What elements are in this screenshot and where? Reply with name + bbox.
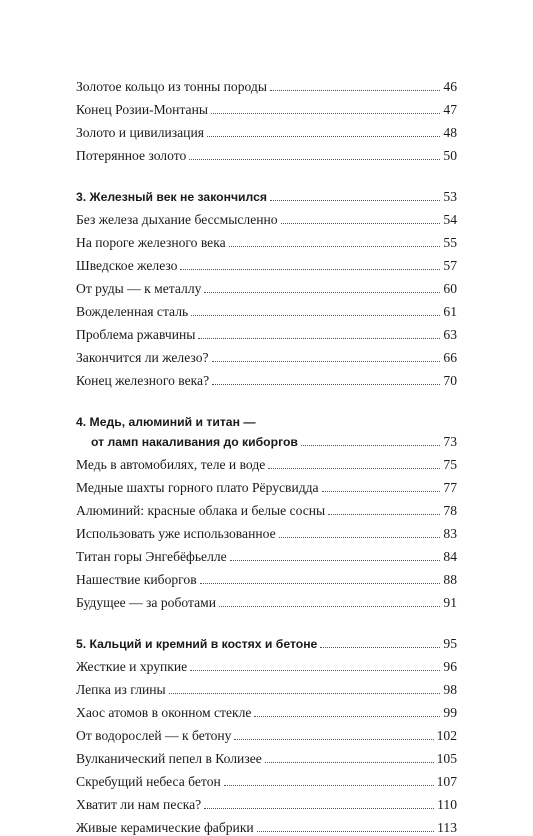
toc-entry-title: Конец Розии-Монтаны bbox=[76, 102, 209, 117]
dot-leader bbox=[219, 606, 440, 607]
toc-entry[interactable] bbox=[76, 790, 457, 813]
dot-leader bbox=[257, 831, 434, 832]
toc-entry[interactable] bbox=[76, 343, 457, 366]
toc-entry-page: 91 bbox=[443, 595, 457, 610]
toc-entry-page: 77 bbox=[443, 480, 457, 495]
toc-entry-title: Будущее — за роботами bbox=[76, 595, 216, 610]
toc-entry-page: 78 bbox=[443, 503, 457, 518]
dot-leader bbox=[328, 514, 440, 515]
toc-entry-title: От водорослей — к бетону bbox=[76, 728, 232, 743]
dot-leader bbox=[211, 113, 440, 114]
dot-leader bbox=[207, 136, 440, 137]
dot-leader bbox=[265, 762, 434, 763]
toc-entry[interactable] bbox=[76, 118, 457, 141]
chapter-page: 95 bbox=[443, 636, 457, 651]
toc-entry-page: 48 bbox=[443, 125, 457, 140]
toc-entry-page: 60 bbox=[443, 281, 457, 296]
dot-leader bbox=[279, 537, 441, 538]
toc-entry[interactable] bbox=[76, 297, 457, 320]
chapter-page: 73 bbox=[443, 434, 457, 449]
toc-entry-page: 107 bbox=[436, 774, 457, 789]
chapter-title: от ламп накаливания до киборгов bbox=[91, 435, 298, 449]
toc-entry-page: 88 bbox=[443, 572, 457, 587]
toc-entry-title: Нашествие киборгов bbox=[76, 572, 197, 587]
section-gap bbox=[76, 389, 457, 408]
toc-entry-page: 113 bbox=[437, 820, 457, 835]
dot-leader bbox=[234, 739, 433, 740]
toc-entry[interactable] bbox=[76, 473, 457, 496]
dot-leader bbox=[212, 384, 440, 385]
dot-leader bbox=[191, 315, 440, 316]
toc-entry-page: 54 bbox=[443, 212, 457, 227]
dot-leader bbox=[224, 785, 434, 786]
toc-entry-page: 110 bbox=[437, 797, 457, 812]
dot-leader bbox=[320, 647, 440, 648]
dot-leader bbox=[189, 159, 440, 160]
toc-entry[interactable] bbox=[76, 698, 457, 721]
toc-entry-title: Вожделенная сталь bbox=[76, 304, 189, 319]
toc-entry-page: 98 bbox=[443, 682, 457, 697]
dot-leader bbox=[230, 560, 441, 561]
toc-entry-title: Медь в автомобилях, теле и воде bbox=[76, 457, 266, 472]
toc-entry[interactable] bbox=[76, 588, 457, 611]
toc-entry-title: Жесткие и хрупкие bbox=[76, 659, 188, 674]
toc-entry-title: Проблема ржавчины bbox=[76, 327, 196, 342]
chapter-title: 3. Железный век не закончился bbox=[76, 190, 267, 204]
dot-leader bbox=[198, 338, 440, 339]
toc-entry[interactable] bbox=[76, 141, 457, 164]
toc-entry[interactable] bbox=[76, 542, 457, 565]
toc-entry-page: 63 bbox=[443, 327, 457, 342]
toc-entry[interactable] bbox=[76, 652, 457, 675]
toc-chapter-3[interactable] bbox=[76, 183, 457, 205]
toc-entry-page: 50 bbox=[443, 148, 457, 163]
toc-entry[interactable] bbox=[76, 450, 457, 473]
toc-entry[interactable] bbox=[76, 565, 457, 588]
toc-entry-page: 55 bbox=[443, 235, 457, 250]
toc-entry-title: Без железа дыхание бессмысленно bbox=[76, 212, 278, 227]
dot-leader bbox=[212, 361, 441, 362]
toc-entry-title: Титан горы Энгебёфьелле bbox=[76, 549, 227, 564]
dot-leader bbox=[204, 808, 434, 809]
dot-leader bbox=[169, 693, 441, 694]
toc-entry-page: 84 bbox=[443, 549, 457, 564]
toc-entry-title: Золотое кольцо из тонны породы bbox=[76, 79, 267, 94]
toc-entry[interactable] bbox=[76, 72, 457, 95]
dot-leader bbox=[301, 445, 440, 446]
toc-entry-page: 96 bbox=[443, 659, 457, 674]
dot-leader bbox=[180, 269, 440, 270]
toc-entry-title: Медные шахты горного плато Рёрусвидда bbox=[76, 480, 319, 495]
toc-entry[interactable] bbox=[76, 721, 457, 744]
toc-entry[interactable] bbox=[76, 675, 457, 698]
toc-entry[interactable] bbox=[76, 767, 457, 790]
toc-entry-page: 66 bbox=[443, 350, 457, 365]
dot-leader bbox=[254, 716, 440, 717]
dot-leader bbox=[281, 223, 441, 224]
toc-entry-title: Хаос атомов в оконном стекле bbox=[76, 705, 252, 720]
toc-entry-title: Вулканический пепел в Колизее bbox=[76, 751, 262, 766]
toc-entry-page: 46 bbox=[443, 79, 457, 94]
toc-entry-title: Закончится ли железо? bbox=[76, 350, 209, 365]
dot-leader bbox=[268, 468, 440, 469]
chapter-title: 5. Кальций и кремний в костях и бетоне bbox=[76, 637, 318, 651]
toc-entry[interactable] bbox=[76, 519, 457, 542]
toc-entry-title: Алюминий: красные облака и белые сосны bbox=[76, 503, 326, 518]
toc-entry-title: Хватит ли нам песка? bbox=[76, 797, 202, 812]
toc-entry-page: 57 bbox=[443, 258, 457, 273]
chapter-title-line-1 bbox=[76, 408, 457, 430]
dot-leader bbox=[270, 90, 440, 91]
toc-entry[interactable] bbox=[76, 95, 457, 118]
dot-leader bbox=[270, 200, 440, 201]
toc-entry-page: 105 bbox=[436, 751, 457, 766]
toc-entry[interactable] bbox=[76, 228, 457, 251]
section-gap bbox=[76, 611, 457, 630]
toc-entry[interactable] bbox=[76, 251, 457, 274]
table-of-contents bbox=[76, 72, 457, 836]
toc-entry-title: Скребущий небеса бетон bbox=[76, 774, 221, 789]
chapter-title: 4. Медь, алюминий и титан — bbox=[76, 415, 256, 429]
chapter-page: 53 bbox=[443, 189, 457, 204]
toc-chapter-4[interactable] bbox=[76, 408, 457, 450]
dot-leader bbox=[229, 246, 441, 247]
toc-entry-page: 70 bbox=[443, 373, 457, 388]
toc-entry[interactable] bbox=[76, 274, 457, 297]
toc-entry-page: 47 bbox=[443, 102, 457, 117]
toc-entry[interactable] bbox=[76, 496, 457, 519]
toc-entry-page: 83 bbox=[443, 526, 457, 541]
dot-leader bbox=[204, 292, 440, 293]
dot-leader bbox=[322, 491, 441, 492]
toc-entry[interactable] bbox=[76, 813, 457, 836]
toc-entry-title: От руды — к металлу bbox=[76, 281, 202, 296]
dot-leader bbox=[190, 670, 440, 671]
toc-entry-page: 61 bbox=[443, 304, 457, 319]
toc-entry-title: Конец железного века? bbox=[76, 373, 210, 388]
section-gap bbox=[76, 164, 457, 183]
toc-entry-title: На пороге железного века bbox=[76, 235, 226, 250]
toc-entry-page: 102 bbox=[436, 728, 457, 743]
toc-entry-page: 75 bbox=[443, 457, 457, 472]
toc-entry-title: Использовать уже использованное bbox=[76, 526, 276, 541]
toc-entry[interactable] bbox=[76, 366, 457, 389]
dot-leader bbox=[200, 583, 441, 584]
toc-entry[interactable] bbox=[76, 320, 457, 343]
toc-entry-title: Лепка из глины bbox=[76, 682, 166, 697]
toc-entry-title: Живые керамические фабрики bbox=[76, 820, 254, 835]
toc-entry-page: 99 bbox=[443, 705, 457, 720]
toc-entry[interactable] bbox=[76, 205, 457, 228]
toc-chapter-5[interactable] bbox=[76, 630, 457, 652]
chapter-title-line-2 bbox=[76, 430, 457, 450]
toc-entry-title: Потерянное золото bbox=[76, 148, 187, 163]
toc-entry[interactable] bbox=[76, 744, 457, 767]
toc-entry-title: Золото и цивилизация bbox=[76, 125, 204, 140]
toc-entry-title: Шведское железо bbox=[76, 258, 178, 273]
